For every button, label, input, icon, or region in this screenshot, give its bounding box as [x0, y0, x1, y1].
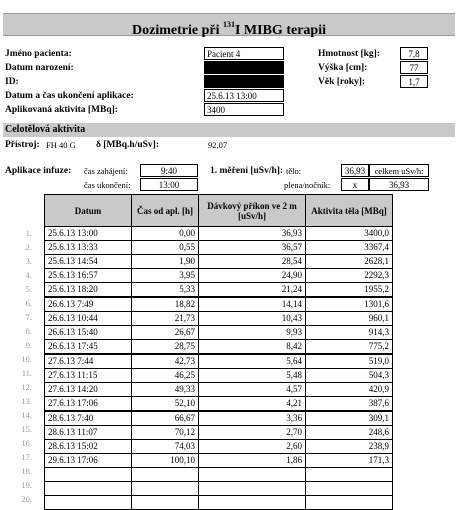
cell-body-activity[interactable] [306, 496, 393, 510]
cell-date[interactable]: 27.6.13 7:44 [45, 354, 132, 369]
diaper-field[interactable]: x [341, 178, 369, 191]
cell-body-activity[interactable]: 2292,3 [306, 269, 393, 283]
cell-time-since[interactable]: 66,67 [132, 411, 199, 426]
table-row [45, 383, 393, 397]
application-end-label: Datum a čas ukončení aplikace: [5, 91, 134, 101]
cell-dose-rate[interactable]: 2,60 [199, 440, 306, 454]
cell-date[interactable]: 25.6.13 16:57 [45, 269, 132, 283]
cell-date[interactable]: 28.6.13 11:07 [45, 426, 132, 440]
cell-dose-rate[interactable]: 4,57 [199, 383, 306, 397]
cell-date[interactable]: 27.6.13 17:06 [45, 397, 132, 412]
cell-body-activity[interactable]: 914,3 [306, 326, 393, 340]
cell-dose-rate[interactable]: 5,48 [199, 369, 306, 383]
cell-time-since[interactable]: 21,73 [132, 312, 199, 326]
cell-date[interactable]: 26.6.13 17:45 [45, 340, 132, 355]
cell-date[interactable]: 26.6.13 10:44 [45, 312, 132, 326]
measurement-table [44, 194, 393, 510]
cell-date[interactable] [45, 496, 132, 510]
cell-dose-rate[interactable]: 2,70 [199, 426, 306, 440]
header-time-since: Čas od apl. [h] [132, 195, 199, 227]
body-measure-label: tělo: [286, 166, 302, 176]
table-row [45, 241, 393, 255]
cell-date[interactable]: 25.6.13 13:33 [45, 241, 132, 255]
cell-body-activity[interactable]: 1955,2 [306, 283, 393, 298]
cell-date[interactable]: 29.6.13 17:06 [45, 454, 132, 468]
infusion-end-label: čas ukončení: [84, 180, 131, 190]
diaper-label: plena/nočník: [284, 180, 331, 190]
table-row [45, 269, 393, 283]
row-number: 12. [21, 382, 32, 392]
cell-body-activity[interactable]: 420,9 [306, 383, 393, 397]
row-number: 6. [25, 298, 32, 308]
header-body-activity: Aktivita těla [MBq] [306, 195, 393, 227]
instrument-value: FH 40 G [46, 140, 76, 150]
cell-date[interactable]: 26.6.13 7:49 [45, 297, 132, 312]
cell-body-activity[interactable]: 2628,1 [306, 255, 393, 269]
row-number: 3. [25, 256, 32, 266]
cell-dose-rate[interactable] [199, 482, 306, 496]
cell-time-since[interactable]: 52,10 [132, 397, 199, 412]
cell-dose-rate[interactable]: 8,42 [199, 340, 306, 355]
cell-body-activity[interactable]: 519,0 [306, 354, 393, 369]
cell-time-since[interactable]: 46,25 [132, 369, 199, 383]
cell-time-since[interactable]: 42,73 [132, 354, 199, 369]
cell-body-activity[interactable]: 504,3 [306, 369, 393, 383]
table-row [45, 454, 393, 468]
row-number: 16. [21, 438, 32, 448]
delta-value: 92,07 [208, 140, 228, 150]
cell-time-since[interactable] [132, 482, 199, 496]
cell-body-activity[interactable]: 3400,0 [306, 227, 393, 241]
total-label: celkem uSv/h: [369, 164, 429, 177]
row-number: 17. [21, 452, 32, 462]
cell-time-since[interactable] [132, 496, 199, 510]
cell-date[interactable]: 26.6.13 15:40 [45, 326, 132, 340]
body-measure-field[interactable]: 36,93 [341, 164, 369, 177]
weight-label: Hmotnost [kg]: [318, 49, 381, 59]
row-number: 19. [21, 480, 32, 490]
cell-time-since[interactable]: 26,67 [132, 326, 199, 340]
id-field-redacted[interactable] [204, 75, 284, 88]
height-label: Výška [cm]: [318, 63, 368, 73]
cell-body-activity[interactable]: 3367,4 [306, 241, 393, 255]
cell-time-since[interactable]: 49,33 [132, 383, 199, 397]
infusion-end-field[interactable]: 13:00 [140, 178, 198, 191]
cell-dose-rate[interactable]: 24,90 [199, 269, 306, 283]
cell-time-since[interactable]: 18,82 [132, 297, 199, 312]
table-row [45, 426, 393, 440]
cell-body-activity[interactable]: 171,3 [306, 454, 393, 468]
infusion-label: Aplikace infuze: [5, 166, 72, 176]
infusion-start-field[interactable]: 9:40 [140, 164, 198, 177]
row-number: 15. [21, 424, 32, 434]
cell-date[interactable] [45, 468, 132, 482]
row-number: 2. [25, 242, 32, 252]
patient-name-field[interactable]: Pacient 4 [204, 47, 284, 60]
table-row [45, 369, 393, 383]
table-row [45, 496, 393, 510]
cell-dose-rate[interactable]: 36,57 [199, 241, 306, 255]
cell-dose-rate[interactable]: 10,43 [199, 312, 306, 326]
row-number: 10. [21, 354, 32, 364]
table-row [45, 340, 393, 355]
row-number: 8. [25, 326, 32, 336]
cell-body-activity[interactable] [306, 482, 393, 496]
row-number: 13. [21, 396, 32, 406]
cell-dose-rate[interactable]: 9,93 [199, 326, 306, 340]
cell-time-since[interactable]: 3,95 [132, 269, 199, 283]
height-field[interactable]: 77 [400, 61, 428, 74]
cell-time-since[interactable]: 1,90 [132, 255, 199, 269]
applied-activity-field[interactable]: 3400 [204, 103, 284, 116]
row-number: 4. [25, 270, 32, 280]
cell-time-since[interactable]: 0,00 [132, 227, 199, 241]
cell-dose-rate[interactable] [199, 468, 306, 482]
cell-date[interactable]: 25.6.13 14:54 [45, 255, 132, 269]
cell-dose-rate[interactable] [199, 496, 306, 510]
cell-time-since[interactable]: 0,55 [132, 241, 199, 255]
cell-dose-rate[interactable]: 14,14 [199, 297, 306, 312]
row-number: 18. [21, 466, 32, 476]
table-row [45, 255, 393, 269]
cell-body-activity[interactable]: 309,1 [306, 411, 393, 426]
cell-dose-rate[interactable]: 3,36 [199, 411, 306, 426]
table-row [45, 312, 393, 326]
row-number: 1. [25, 228, 32, 238]
cell-dose-rate[interactable]: 5,64 [199, 354, 306, 369]
row-number: 14. [21, 410, 32, 420]
cell-body-activity[interactable]: 960,1 [306, 312, 393, 326]
table-row [45, 411, 393, 426]
cell-date[interactable] [45, 482, 132, 496]
title-prefix: Dozimetrie při [132, 23, 223, 38]
applied-activity-label: Aplikovaná aktivita [MBq]: [5, 105, 118, 115]
row-number: 20. [21, 494, 32, 504]
cell-dose-rate[interactable]: 28,54 [199, 255, 306, 269]
id-label: ID: [5, 77, 19, 87]
table-row [45, 482, 393, 496]
patient-name-label: Jméno pacienta: [5, 49, 72, 59]
cell-time-since[interactable]: 74,03 [132, 440, 199, 454]
cell-body-activity[interactable]: 387,6 [306, 397, 393, 412]
row-number: 5. [25, 284, 32, 294]
header-dose-rate: Dávkový příkon ve 2 m [uSv/h] [199, 195, 306, 227]
table-header-row [45, 195, 393, 227]
total-value-field: 36,93 [369, 178, 429, 191]
cell-date[interactable]: 25.6.13 13:00 [45, 227, 132, 241]
cell-dose-rate[interactable]: 36,93 [199, 227, 306, 241]
row-number: 9. [25, 340, 32, 350]
cell-dose-rate[interactable]: 4,21 [199, 397, 306, 412]
cell-body-activity[interactable]: 1301,6 [306, 297, 393, 312]
cell-date[interactable]: 27.6.13 14:20 [45, 383, 132, 397]
cell-dose-rate[interactable]: 21,24 [199, 283, 306, 298]
instrument-label: Přístroj: [5, 140, 40, 150]
table-row [45, 397, 393, 412]
cell-date[interactable]: 27.6.13 11:15 [45, 369, 132, 383]
cell-time-since[interactable]: 70,12 [132, 426, 199, 440]
row-number: 7. [25, 312, 32, 322]
table-row [45, 227, 393, 241]
first-measurement-label: 1. měření [uSv/h]: [210, 166, 284, 176]
application-end-field[interactable]: 25.6.13 13:00 [204, 89, 284, 102]
table-row [45, 440, 393, 454]
cell-time-since[interactable]: 100,10 [132, 454, 199, 468]
cell-date[interactable]: 28.6.13 15:02 [45, 440, 132, 454]
dob-field-redacted[interactable] [204, 61, 284, 74]
table-row [45, 468, 393, 482]
header-date: Datum [45, 195, 132, 227]
page-title [3, 13, 455, 36]
cell-body-activity[interactable] [306, 468, 393, 482]
cell-dose-rate[interactable]: 1,86 [199, 454, 306, 468]
infusion-start-label: čas zahájení: [84, 166, 128, 176]
title-isotope-mass: 131 [222, 20, 235, 29]
cell-body-activity[interactable]: 775,2 [306, 340, 393, 355]
table-row [45, 297, 393, 312]
cell-body-activity[interactable]: 238,9 [306, 440, 393, 454]
cell-time-since[interactable]: 28,75 [132, 340, 199, 355]
age-label: Věk [roky]: [318, 77, 366, 87]
delta-label: δ [MBq.h/uSv]: [96, 140, 159, 150]
age-field[interactable]: 1,7 [400, 75, 428, 88]
table-row [45, 354, 393, 369]
dob-label: Datum narození: [5, 63, 74, 73]
section-whole-body-activity: Celotělová aktivita [3, 123, 455, 137]
weight-field[interactable]: 7,8 [400, 47, 428, 60]
cell-time-since[interactable] [132, 468, 199, 482]
table-row [45, 283, 393, 298]
row-number: 11. [21, 368, 32, 378]
cell-date[interactable]: 28.6.13 7:40 [45, 411, 132, 426]
cell-body-activity[interactable]: 248,6 [306, 426, 393, 440]
title-suffix: I MIBG terapii [234, 23, 326, 38]
cell-time-since[interactable]: 5,33 [132, 283, 199, 298]
table-row [45, 326, 393, 340]
cell-date[interactable]: 25.6.13 18:20 [45, 283, 132, 298]
